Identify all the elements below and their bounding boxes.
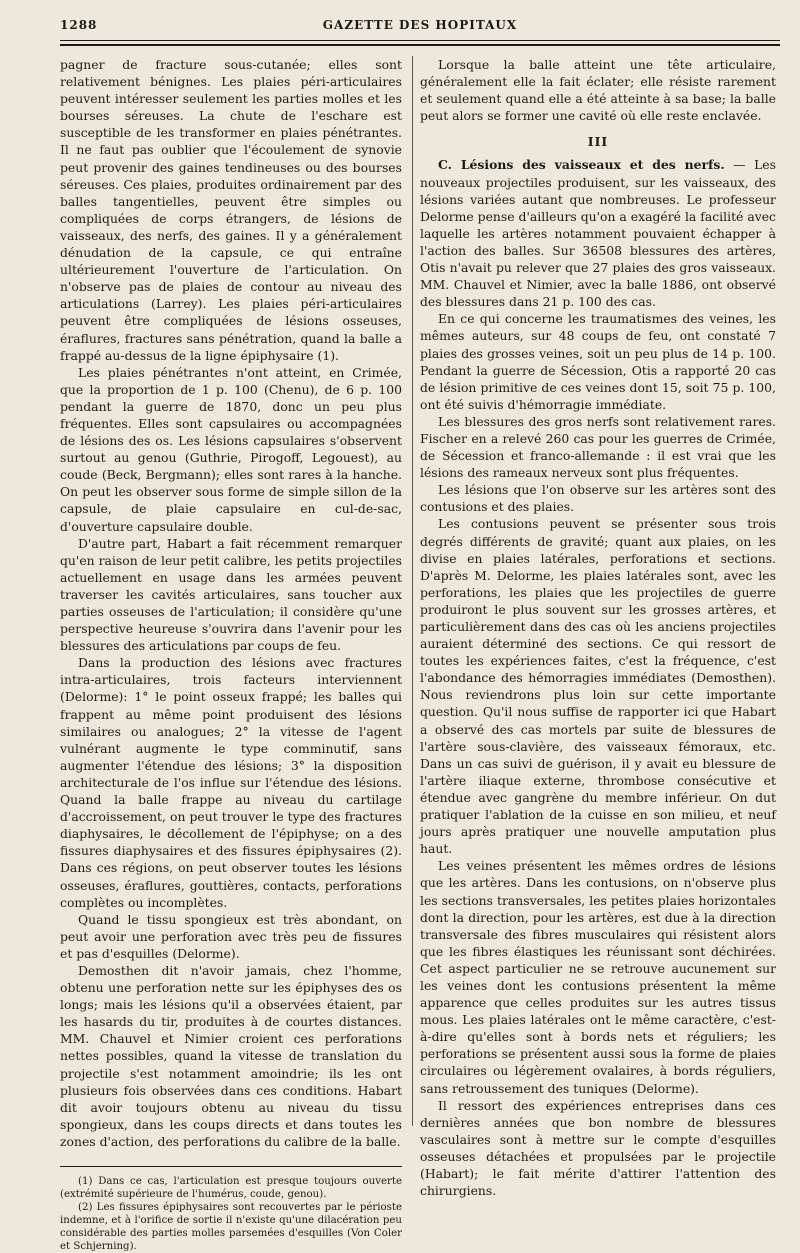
paragraph: Les plaies pénétrantes n'ont atteint, en Crimée, que la proportion de 1 p. 100 (Chenu), de 6 p. 100 pendant la guerre de 1870, donc un peu plus fréquentes. Elles sont capsulaires ou accompagnées de lésions des os. Les lésions capsulaires s'observent surtout au genou (Guthrie, Pirogoff, Legouest), au coude (Beck, Bergmann); elles sont rares à la hanche. On peut les observer sous forme de simple sillon de la capsule, de plaie capsulaire en cul-de-sac, d'ouverture capsulaire double.	[60, 364, 402, 534]
paragraph: En ce qui concerne les traumatismes des veines, les mêmes auteurs, sur 48 coups de feu, ont constaté 7 plaies des grosses veines, soit un peu plus de 14 p. 100. Pendant la guerre de Sécession, Otis a rapporté 20 cas de lésion primitive de ces veines dont 15, soit 75 p. 100, ont été suivis d'hémorragie immédiate.	[420, 311, 776, 412]
header-rule-thin	[60, 40, 780, 41]
paragraph: Les veines présentent les mêmes ordres de lésions que les artères. Dans les contusions, on n'observe plus les sections transversales, les petites plaies horizontales dont la direction, pour les artères, est due à la direction transversale des fibres musculaires qui résistent alors que les fibres élastiques les réunissant sont déchirées. Cet aspect particulier ne se retrouve aucunement sur les veines dont les contusions présentent la même apparence que celles produites sur les autres tissus mous. Les plaies latérales ont le même caractère, c'est-à-dire qu'elles sont à bords nets et réguliers; les perforations se présentent aussi sous la forme de plaies circulaires ou légèrement ovalaires, à bords réguliers, sans retroussement des tuniques (Delorme).	[420, 858, 776, 1096]
paragraph: pagner de fracture sous-cutanée; elles sont relativement bénignes. Les plaies péri-articulaires peuvent intéresser seulement les parties molles et les bourses séreuses. La chute de l'eschare est susceptible de les transformer en plaies pénétrantes. Il ne faut pas oublier que l'écoulement de synovie peut provenir des gaines tendineuses ou des bourses séreuses. Ces plaies, produites ordinairement par des balles tangentielles, peuvent être simples ou compliquées de corps étrangers, de lésions de vaisseaux, des nerfs, des gaines. Il y a généralement dénudation de la capsule, ce qui entraîne ultérieurement l'ouverture de l'articulation. On n'observe pas de plaies de contour au niveau des articulations (Larrey). Les plaies péri-articulaires peuvent être compliquées de lésions osseuses, éraflures, fractures sans pénétration, quand la balle a frappé au-dessus de la ligne épiphysaire (1).	[60, 57, 402, 363]
section-heading: C. Lésions des vaisseaux et des nerfs.	[438, 157, 725, 173]
header-rule-thick	[60, 44, 780, 46]
footnote: (1) Dans ce cas, l'articulation est presque toujours ouverte (extrémité supérieure de l'humérus, coude, genou).	[60, 1176, 402, 1200]
column-separator	[412, 56, 413, 1126]
paragraph: Les lésions que l'on observe sur les artères sont des contusions et des plaies.	[420, 482, 776, 515]
section-lead-text: — Les nouveaux projectiles produisent, sur les vaisseaux, des lésions variées autant que nombreuses. Le professeur Delorme pense d'ailleurs qu'on a exagéré la facilité avec laquelle les artères notamment pouvaient échapper à l'action des balles. Sur 36508 blessures des artères, Otis n'avait pu relever que 27 plaies des gros vaisseaux. MM. Chauvel et Nimier, avec la balle 1886, ont observé des blessures dans 21 p. 100 des cas.	[420, 157, 776, 310]
paragraph: Il ressort des expériences entreprises dans ces dernières années que bon nombre de blessures vasculaires sont à mettre sur le compte d'esquilles osseuses détachées et propulsées par le projectile (Habart); le fait mérite d'attirer l'attention des chirurgiens.	[420, 1097, 776, 1199]
section-lead-paragraph	[420, 156, 776, 310]
page-header	[60, 18, 780, 40]
paragraph: Demosthen dit n'avoir jamais, chez l'homme, obtenu une perforation nette sur les épiphyses des os longs; mais les lésions qu'il a observées étaient, par les hasards du tir, produites à de courtes distances. MM. Chauvel et Nimier croient ces perforations nettes possibles, quand la vitesse de translation du projectile s'est notamment amoindrie; ils les ont plusieurs fois observées dans ces conditions. Habart dit avoir toujours obtenu au niveau du tissu spongieux, dans les coups directs et dans toutes les zones d'action, des perforations du calibre de la balle.	[60, 962, 402, 1149]
left-column	[60, 56, 402, 1253]
journal-title: GAZETTE DES HOPITAUX	[322, 18, 518, 32]
paragraph: Lorsque la balle atteint une tête articulaire, généralement elle la fait éclater; elle résiste rarement et seulement quand elle a été atteinte à sa base; la balle peut alors se former une cavité où elle reste enclavée.	[420, 57, 776, 124]
section-number: III	[587, 134, 609, 150]
paragraph: Les blessures des gros nerfs sont relativement rares. Fischer en a relevé 260 cas pour les guerres de Crimée, de Sécession et franco-allemande : il est vrai que les lésions des rameaux nerveux sont plus fréquentes.	[420, 413, 776, 481]
footnote: (2) Les fissures épiphysaires sont recouvertes par le périoste indemne, et à l'orifice de sortie il n'existe qu'une dilacération peu considérable des parties molles parsemées d'esquilles (Von Coler et Schjerning).	[60, 1202, 402, 1252]
paragraph: Les contusions peuvent se présenter sous trois degrés différents de gravité; quant aux plaies, on les divise en plaies latérales, perforations et sections. D'après M. Delorme, les plaies latérales sont, avec les perforations, les plaies que les projectiles de guerre produiront le plus souvent sur les grosses artères, et particulièrement dans des cas où les anciens projectiles auraient déterminé des sections. Ce qui ressort de toutes les expériences faites, c'est la fréquence, c'est l'abondance des hémorragies immédiates (Demosthen). Nous reviendrons plus loin sur cette importante question. Qu'il nous suffise de rapporter ici que Habart a observé des cas mortels par suite de blessures de l'artère sous-clavière, des vaisseaux fémoraux, etc. Dans un cas suivi de guérison, il y avait eu blessure de l'artère iliaque externe, thrombose consécutive et étendue avec gangrène du membre inférieur. On dut pratiquer l'ablation de la cuisse en son milieu, et neuf jours après pratiquer une nouvelle amputation plus haut.	[420, 516, 776, 857]
right-column	[420, 56, 776, 1199]
paragraph: Quand le tissu spongieux est très abondant, on peut avoir une perforation avec très peu de fissures et pas d'esquilles (Delorme).	[60, 911, 402, 961]
paragraph: Dans la production des lésions avec fractures intra-articulaires, trois facteurs interviennent (Delorme): 1° le point osseux frappé; les balles qui frappent au même point produisent des lésions similaires ou analogues; 2° la vitesse de l'agent vulnérant augmente le type comminutif, sans augmenter l'étendue des lésions; 3° la disposition architecturale de l'os influe sur l'étendue des lésions. Quand la balle frappe au niveau du cartilage d'accroissement, on peut trouver le type des fractures diaphysaires, le décollement de l'épiphyse; on a des fissures diaphysaires et des fissures épiphysaires (2). Dans ces régions, on peut observer toutes les lésions osseuses, éraflures, gouttières, contacts, perforations complètes ou incomplètes.	[60, 655, 402, 910]
footnote-rule	[60, 1166, 402, 1167]
paragraph: D'autre part, Habart a fait récemment remarquer qu'en raison de leur petit calibre, les petits projectiles actuellement en usage dans les armées peuvent traverser les cavités articulaires, sans toucher aux parties osseuses de l'articulation; il considère qu'une perspective heureuse s'ouvrira dans l'avenir pour les blessures des articulations par coups de feu.	[60, 535, 402, 654]
page-number: 1288	[60, 18, 98, 32]
